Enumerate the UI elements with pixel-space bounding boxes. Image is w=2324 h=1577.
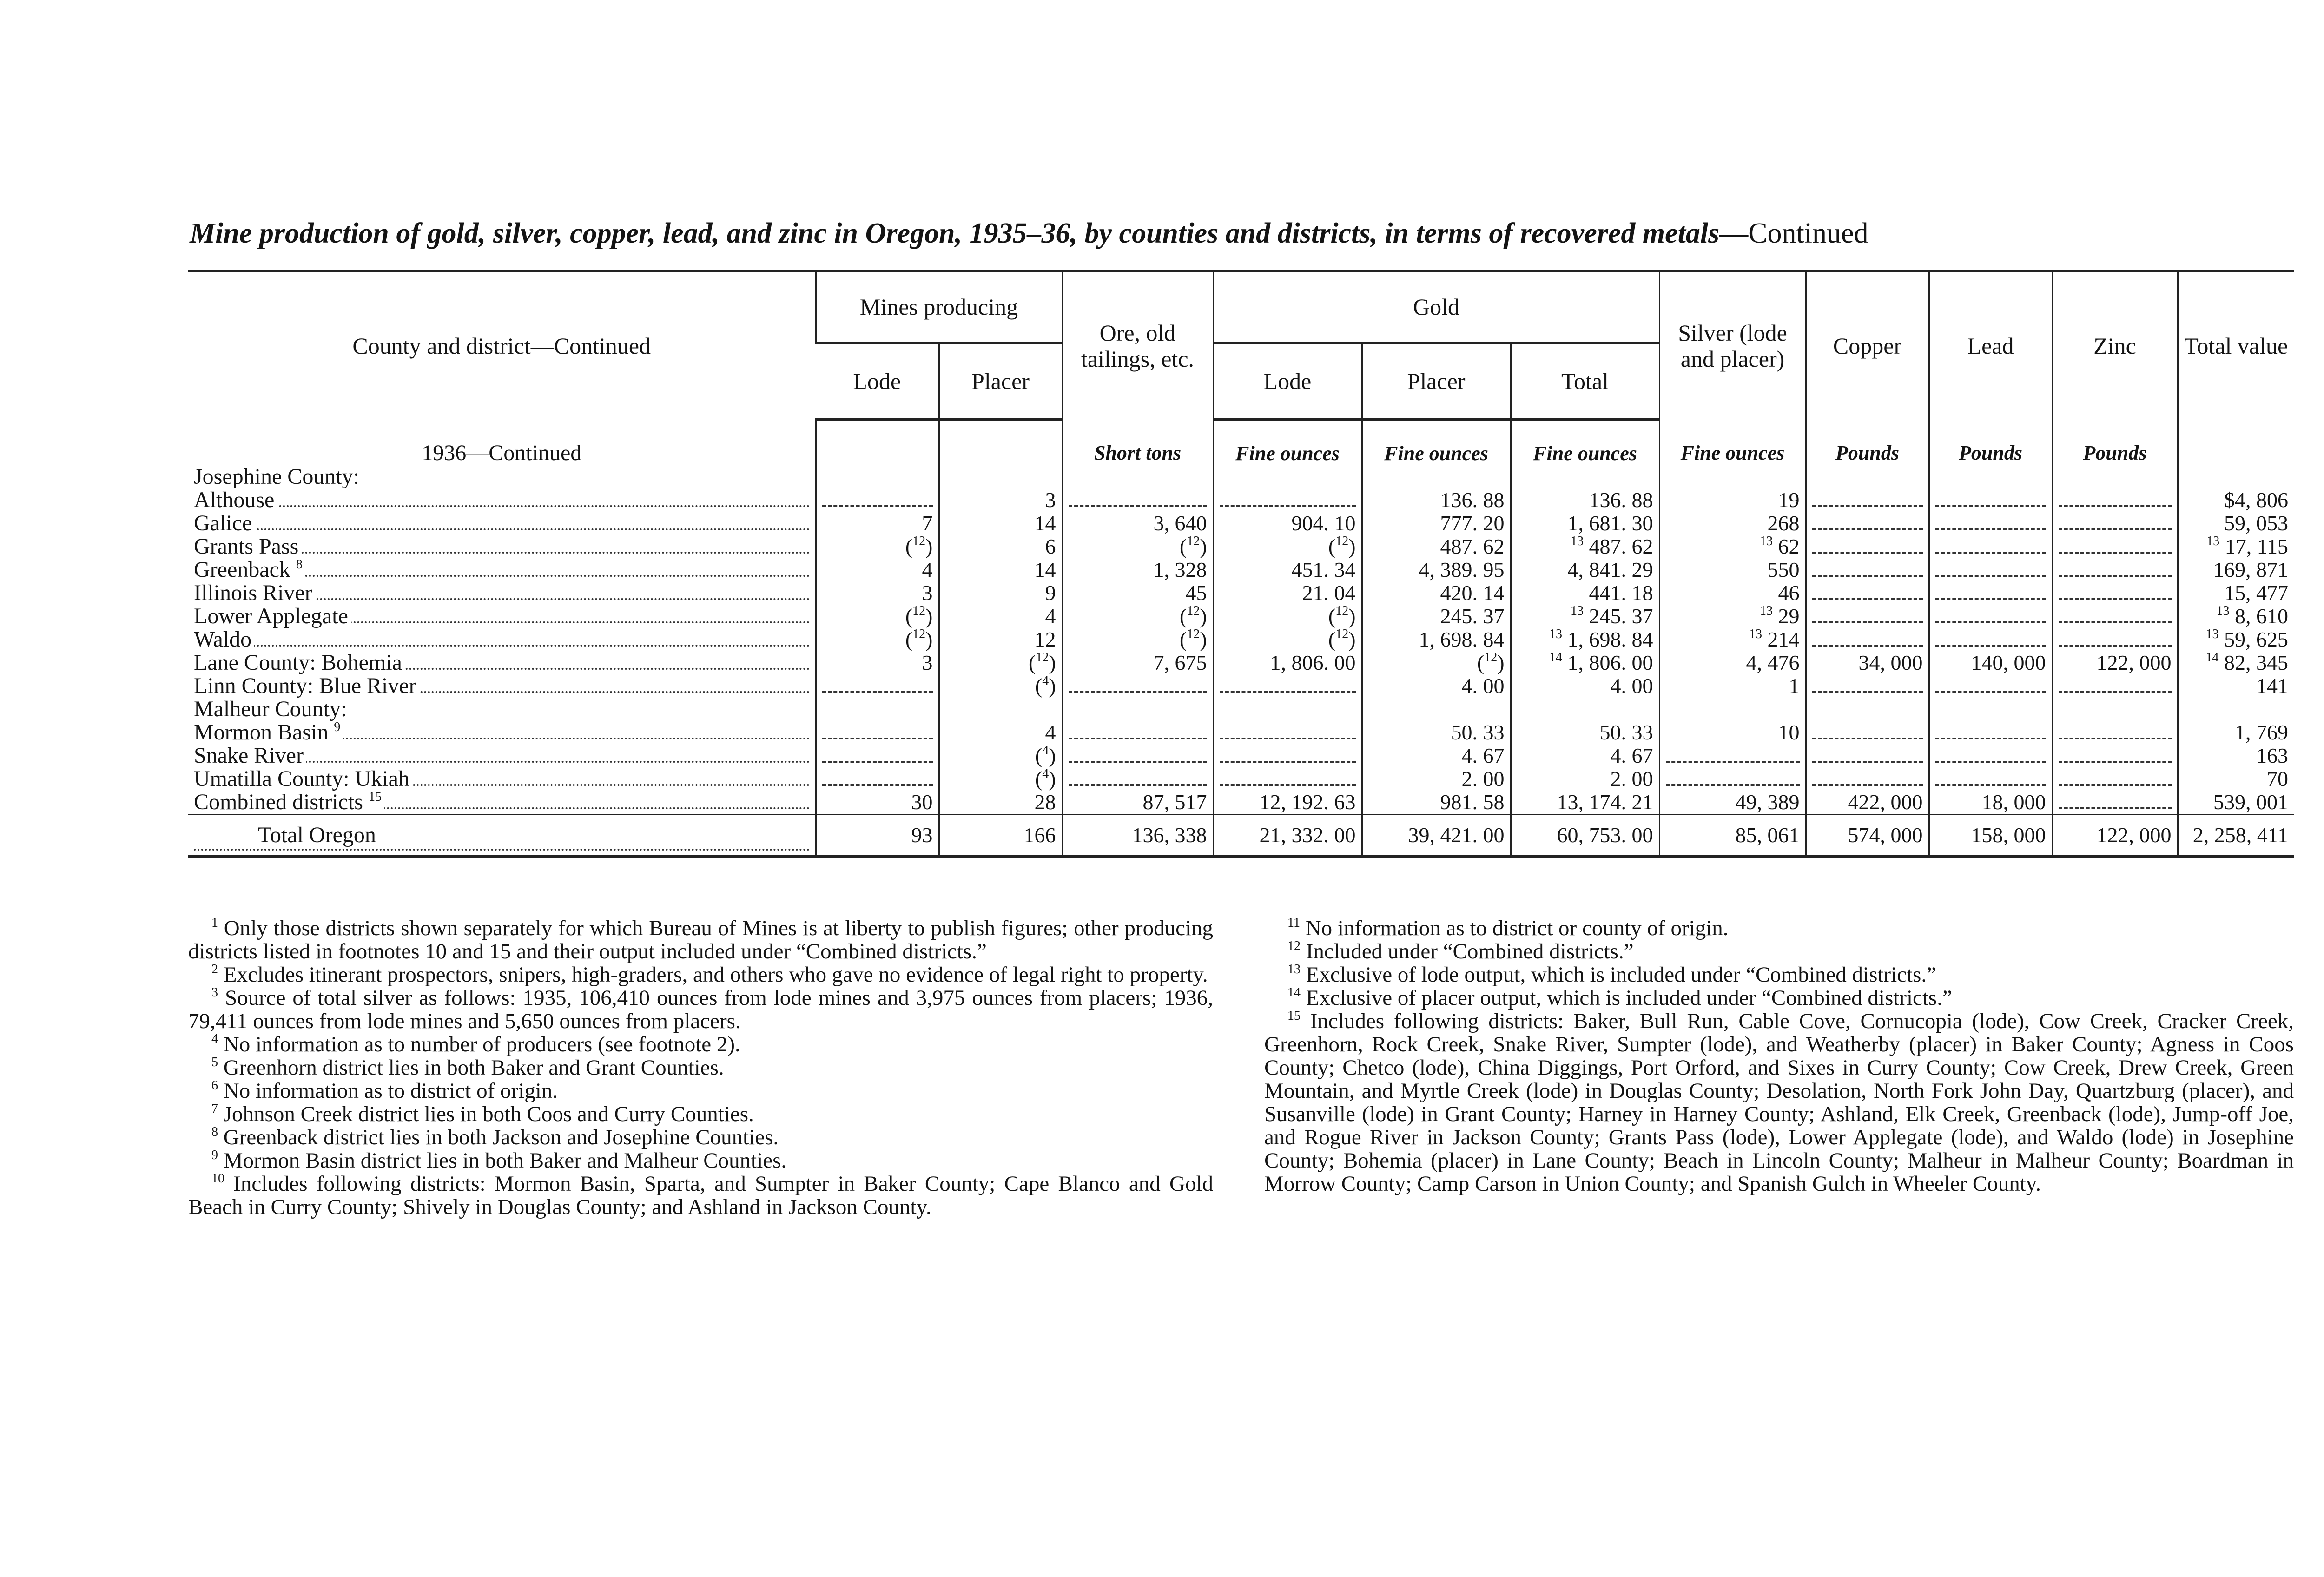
cell-gold-lode: ($^{12}$) bbox=[1213, 605, 1362, 628]
cell-placer: ($^4$) bbox=[939, 744, 1062, 767]
district-row bbox=[188, 744, 2294, 767]
cell-gold-total: 441. 18 bbox=[1511, 581, 1659, 605]
units-cell bbox=[939, 420, 1062, 466]
cell-gold-placer: 777. 20 bbox=[1362, 512, 1511, 535]
cell-lead bbox=[1929, 767, 2052, 791]
cell-lode: ($^{12}$) bbox=[816, 605, 939, 628]
row-name: Snake River bbox=[188, 744, 816, 767]
cell-gold-placer: 245. 37 bbox=[1362, 605, 1511, 628]
cell-zinc bbox=[2052, 512, 2178, 535]
header-gold-placer: Placer bbox=[1362, 343, 1511, 420]
cell-lode: ($^{12}$) bbox=[816, 628, 939, 651]
units-zinc: Pounds bbox=[2052, 420, 2178, 466]
cell-silver bbox=[1659, 744, 1806, 767]
cell-lead bbox=[1929, 628, 2052, 651]
district-row bbox=[188, 581, 2294, 605]
header-zinc: Zinc bbox=[2052, 271, 2178, 420]
cell-lead bbox=[1929, 581, 2052, 605]
cell-ore: 87, 517 bbox=[1062, 791, 1213, 815]
cell-value: $^{13}$ 59, 625 bbox=[2178, 628, 2294, 651]
cell-zinc bbox=[2052, 674, 2178, 698]
cell-gold-total: 4, 841. 29 bbox=[1511, 558, 1659, 581]
header-mines-lode: Lode bbox=[816, 343, 939, 420]
cell-gold-lode: ($^{12}$) bbox=[1213, 535, 1362, 558]
row-name: Linn County: Blue River bbox=[188, 674, 816, 698]
cell-gold-placer: 136. 88 bbox=[1362, 488, 1511, 512]
cell-value: 163 bbox=[2178, 744, 2294, 767]
cell-gold-total: 60, 753. 00 bbox=[1511, 815, 1659, 857]
cell-value: 169, 871 bbox=[2178, 558, 2294, 581]
cell-lode: 93 bbox=[816, 815, 939, 857]
units-ore: Short tons bbox=[1062, 420, 1213, 466]
cell-lead: 158, 000 bbox=[1929, 815, 2052, 857]
cell-lode bbox=[816, 488, 939, 512]
cell-lode: 7 bbox=[816, 512, 939, 535]
cell-copper bbox=[1806, 512, 1929, 535]
cell-lode: ($^{12}$) bbox=[816, 535, 939, 558]
footnote: $^4$ No information as to number of producers (see footnote 2). bbox=[211, 1032, 740, 1056]
cell-ore bbox=[1062, 767, 1213, 791]
cell-gold-total: $^{13}$ 245. 37 bbox=[1511, 605, 1659, 628]
cell-copper bbox=[1806, 558, 1929, 581]
header-gold-lode: Lode bbox=[1213, 343, 1362, 420]
cell-value: 59, 053 bbox=[2178, 512, 2294, 535]
cell-ore: ($^{12}$) bbox=[1062, 535, 1213, 558]
cell-ore bbox=[1062, 721, 1213, 744]
units-cell bbox=[2178, 420, 2294, 466]
cell-ore: ($^{12}$) bbox=[1062, 628, 1213, 651]
cell-lead bbox=[1929, 674, 2052, 698]
footnote: $^8$ Greenback district lies in both Jackson and Josephine Counties. bbox=[211, 1125, 779, 1149]
footnote: $^9$ Mormon Basin district lies in both Baker and Malheur Counties. bbox=[211, 1148, 787, 1173]
cell-lead: 140, 000 bbox=[1929, 651, 2052, 674]
cell-gold-placer: 50. 33 bbox=[1362, 721, 1511, 744]
cell-zinc bbox=[2052, 721, 2178, 744]
county-heading-row bbox=[188, 465, 2294, 488]
cell-gold-lode bbox=[1213, 767, 1362, 791]
cell-value: $4, 806 bbox=[2178, 488, 2294, 512]
county-row bbox=[188, 767, 2294, 791]
cell-copper bbox=[1806, 488, 1929, 512]
units-row bbox=[188, 420, 2294, 466]
units-gold-placer: Fine ounces bbox=[1362, 420, 1511, 466]
cell-copper bbox=[1806, 767, 1929, 791]
units-lead: Pounds bbox=[1929, 420, 2052, 466]
cell-gold-placer: 420. 14 bbox=[1362, 581, 1511, 605]
cell-value: $^{14}$ 82, 345 bbox=[2178, 651, 2294, 674]
cell-gold-lode bbox=[1213, 721, 1362, 744]
cell-placer: 6 bbox=[939, 535, 1062, 558]
cell-gold-total: 13, 174. 21 bbox=[1511, 791, 1659, 815]
cell-lead bbox=[1929, 512, 2052, 535]
cell-lode bbox=[816, 767, 939, 791]
cell-zinc bbox=[2052, 488, 2178, 512]
units-silver: Fine ounces bbox=[1659, 420, 1806, 466]
cell-lode bbox=[816, 721, 939, 744]
cell-copper bbox=[1806, 721, 1929, 744]
cell-lead bbox=[1929, 558, 2052, 581]
cell-placer: 4 bbox=[939, 721, 1062, 744]
header-gold: Gold bbox=[1213, 271, 1659, 343]
header-county: County and district—Continued bbox=[188, 271, 816, 420]
footnote: $^2$ Excludes itinerant prospectors, snipers, high-graders, and others who gave no evidence of legal right to property. bbox=[211, 962, 1208, 987]
cell-zinc bbox=[2052, 744, 2178, 767]
cell-placer: 14 bbox=[939, 512, 1062, 535]
cell-gold-lode: 451. 34 bbox=[1213, 558, 1362, 581]
footnote: $^1$ Only those districts shown separately for which Bureau of Mines is at liberty to publish figures; other producing districts listed in footnotes 10 and 15 and their output included under “Combined districts.” bbox=[188, 916, 1213, 963]
cell-copper: 574, 000 bbox=[1806, 815, 1929, 857]
cell-gold-placer: 2. 00 bbox=[1362, 767, 1511, 791]
josephine-rows bbox=[188, 488, 2294, 651]
district-row bbox=[188, 605, 2294, 628]
footnote: $^{13}$ Exclusive of lode output, which is included under “Combined districts.” bbox=[1287, 962, 1936, 987]
cell-lode: 3 bbox=[816, 651, 939, 674]
district-row bbox=[188, 558, 2294, 581]
cell-gold-total: 136. 88 bbox=[1511, 488, 1659, 512]
cell-gold-total: 2. 00 bbox=[1511, 767, 1659, 791]
cell-gold-placer: 487. 62 bbox=[1362, 535, 1511, 558]
header-lead: Lead bbox=[1929, 271, 2052, 420]
total-row bbox=[188, 815, 2294, 857]
production-table bbox=[188, 270, 2294, 858]
county-heading-row bbox=[188, 698, 2294, 721]
cell-placer: 3 bbox=[939, 488, 1062, 512]
cell-silver: $^{13}$ 29 bbox=[1659, 605, 1806, 628]
footnotes-left bbox=[188, 917, 1213, 1219]
units-gold-total: Fine ounces bbox=[1511, 420, 1659, 466]
cell-silver: 49, 389 bbox=[1659, 791, 1806, 815]
district-row bbox=[188, 535, 2294, 558]
cell-lead bbox=[1929, 721, 2052, 744]
cell-gold-lode: 904. 10 bbox=[1213, 512, 1362, 535]
units-cell bbox=[816, 420, 939, 466]
cell-silver: 4, 476 bbox=[1659, 651, 1806, 674]
header-total-value: Total value bbox=[2178, 271, 2294, 420]
row-name: Total Oregon bbox=[188, 815, 816, 857]
cell-silver: 85, 061 bbox=[1659, 815, 1806, 857]
cell-placer: 28 bbox=[939, 791, 1062, 815]
footnotes-right bbox=[1264, 917, 2294, 1195]
header-copper: Copper bbox=[1806, 271, 1929, 420]
cell-silver: 1 bbox=[1659, 674, 1806, 698]
cell-value: 2, 258, 411 bbox=[2178, 815, 2294, 857]
footnote: $^{10}$ Includes following districts: Mormon Basin, Sparta, and Sumpter in Baker County; Cape Blanco and Gold Beach in Curry County; Shively in Douglas County; and Ashland in Jackson County. bbox=[188, 1171, 1213, 1219]
cell-value: 70 bbox=[2178, 767, 2294, 791]
cell-value: $^{13}$ 8, 610 bbox=[2178, 605, 2294, 628]
cell-ore bbox=[1062, 488, 1213, 512]
row-name: Illinois River bbox=[188, 581, 816, 605]
cell-gold-lode: 21. 04 bbox=[1213, 581, 1362, 605]
cell-gold-total: 4. 67 bbox=[1511, 744, 1659, 767]
county-heading: Malheur County: bbox=[194, 698, 347, 721]
cell-ore bbox=[1062, 744, 1213, 767]
footnote: $^3$ Source of total silver as follows: 1935, 106,410 ounces from lode mines and 3,975 ounces from placers; 1936, 79,411 ounces from lode mines and 5,650 ounces from placers. bbox=[188, 985, 1213, 1033]
cell-zinc bbox=[2052, 581, 2178, 605]
cell-ore: 7, 675 bbox=[1062, 651, 1213, 674]
header-ore: Ore, old tailings, etc. bbox=[1062, 271, 1213, 420]
cell-lead bbox=[1929, 605, 2052, 628]
cell-copper: 422, 000 bbox=[1806, 791, 1929, 815]
row-name: Althouse bbox=[188, 488, 816, 512]
cell-zinc bbox=[2052, 791, 2178, 815]
cell-zinc bbox=[2052, 558, 2178, 581]
cell-lead bbox=[1929, 535, 2052, 558]
row-name: Greenback $^8$ bbox=[188, 558, 816, 581]
county-heading: Josephine County: bbox=[194, 465, 359, 488]
cell-lead: 18, 000 bbox=[1929, 791, 2052, 815]
row-name: Combined districts $^{15}$ bbox=[188, 791, 816, 815]
cell-zinc: 122, 000 bbox=[2052, 651, 2178, 674]
cell-placer: 4 bbox=[939, 605, 1062, 628]
district-row bbox=[188, 628, 2294, 651]
cell-gold-placer: 1, 698. 84 bbox=[1362, 628, 1511, 651]
cell-placer: 9 bbox=[939, 581, 1062, 605]
cell-zinc bbox=[2052, 767, 2178, 791]
cell-gold-lode bbox=[1213, 674, 1362, 698]
cell-lode: 3 bbox=[816, 581, 939, 605]
cell-value: 539, 001 bbox=[2178, 791, 2294, 815]
row-name: Galice bbox=[188, 512, 816, 535]
cell-placer: ($^4$) bbox=[939, 674, 1062, 698]
footnote: $^{15}$ Includes following districts: Baker, Bull Run, Cable Cove, Cornucopia (lode), Cow Creek, Cracker Creek, Greenhorn, Rock Creek, Snake River, Sumpter (lode), and Weatherby (placer) in Baker County; Agness in Coos County; Chetco (lode), China Diggings, Port Orford, and Sixes in Curry County; Cow Creek, Drew Creek, Green Mountain, and Myrtle Creek (lode) in Douglas County; Desolation, North Fork John Day, Quartzburg (placer), and Susanville (lode) in Grant County; Harney in Harney County; Ashland, Elk Creek, Greenback (lode), Jump-off Joe, and Rogue River in Jackson County; Grants Pass (lode), Lower Applegate (lode), and Waldo (lode) in Josephine County; Bohemia (placer) in Lane County; Beach in Lincoln County; Malheur in Malheur County; Boardman in Morrow County; Camp Carson in Union County; and Spanish Gulch in Wheeler County. bbox=[1264, 1009, 2294, 1196]
cell-ore: 1, 328 bbox=[1062, 558, 1213, 581]
row-name: Mormon Basin $^9$ bbox=[188, 721, 816, 744]
cell-value: 1, 769 bbox=[2178, 721, 2294, 744]
cell-gold-placer: 4. 67 bbox=[1362, 744, 1511, 767]
cell-silver bbox=[1659, 767, 1806, 791]
cell-ore: 136, 338 bbox=[1062, 815, 1213, 857]
cell-gold-total: 1, 681. 30 bbox=[1511, 512, 1659, 535]
cell-value: 141 bbox=[2178, 674, 2294, 698]
cell-gold-total: $^{14}$ 1, 806. 00 bbox=[1511, 651, 1659, 674]
cell-zinc bbox=[2052, 628, 2178, 651]
cell-value: $^{13}$ 17, 115 bbox=[2178, 535, 2294, 558]
cell-lode: 4 bbox=[816, 558, 939, 581]
cell-copper: 34, 000 bbox=[1806, 651, 1929, 674]
county-row bbox=[188, 674, 2294, 698]
cell-gold-total: $^{13}$ 1, 698. 84 bbox=[1511, 628, 1659, 651]
cell-silver: $^{13}$ 62 bbox=[1659, 535, 1806, 558]
cell-copper bbox=[1806, 535, 1929, 558]
cell-gold-total: $^{13}$ 487. 62 bbox=[1511, 535, 1659, 558]
cell-gold-placer: 4, 389. 95 bbox=[1362, 558, 1511, 581]
cell-silver: $^{13}$ 214 bbox=[1659, 628, 1806, 651]
footnote: $^6$ No information as to district of origin. bbox=[211, 1078, 558, 1103]
cell-placer: 12 bbox=[939, 628, 1062, 651]
cell-gold-lode: 12, 192. 63 bbox=[1213, 791, 1362, 815]
header-mines-placer: Placer bbox=[939, 343, 1062, 420]
cell-copper bbox=[1806, 628, 1929, 651]
cell-ore: 3, 640 bbox=[1062, 512, 1213, 535]
header-mines-producing: Mines producing bbox=[816, 271, 1062, 343]
footnote: $^{12}$ Included under “Combined districts.” bbox=[1287, 939, 1634, 963]
cell-gold-placer: 39, 421. 00 bbox=[1362, 815, 1511, 857]
county-row bbox=[188, 651, 2294, 674]
footnote: $^{14}$ Exclusive of placer output, which is included under “Combined districts.” bbox=[1287, 985, 1952, 1010]
header-gold-total: Total bbox=[1511, 343, 1659, 420]
cell-silver: 550 bbox=[1659, 558, 1806, 581]
cell-gold-total: 50. 33 bbox=[1511, 721, 1659, 744]
cell-gold-total: 4. 00 bbox=[1511, 674, 1659, 698]
district-row bbox=[188, 488, 2294, 512]
cell-placer: ($^{12}$) bbox=[939, 651, 1062, 674]
cell-gold-lode: 1, 806. 00 bbox=[1213, 651, 1362, 674]
cell-value: 15, 477 bbox=[2178, 581, 2294, 605]
row-name: Waldo bbox=[188, 628, 816, 651]
cell-lode bbox=[816, 674, 939, 698]
cell-gold-lode: 21, 332. 00 bbox=[1213, 815, 1362, 857]
footnote: $^5$ Greenhorn district lies in both Baker and Grant Counties. bbox=[211, 1055, 724, 1080]
cell-gold-placer: ($^{12}$) bbox=[1362, 651, 1511, 674]
cell-placer: 166 bbox=[939, 815, 1062, 857]
row-name: Grants Pass bbox=[188, 535, 816, 558]
cell-ore: ($^{12}$) bbox=[1062, 605, 1213, 628]
cell-gold-placer: 4. 00 bbox=[1362, 674, 1511, 698]
cell-lead bbox=[1929, 488, 2052, 512]
footnote: $^7$ Johnson Creek district lies in both Coos and Curry Counties. bbox=[211, 1102, 754, 1126]
table-title-suffix: —Continued bbox=[1719, 218, 1868, 249]
cell-copper bbox=[1806, 674, 1929, 698]
cell-copper bbox=[1806, 581, 1929, 605]
year-caption: 1936—Continued bbox=[422, 440, 582, 465]
cell-gold-lode bbox=[1213, 744, 1362, 767]
cell-silver: 46 bbox=[1659, 581, 1806, 605]
district-row bbox=[188, 512, 2294, 535]
footnote: $^{11}$ No information as to district or county of origin. bbox=[1287, 916, 1729, 940]
combined-row bbox=[188, 791, 2294, 815]
cell-ore: 45 bbox=[1062, 581, 1213, 605]
cell-placer: ($^4$) bbox=[939, 767, 1062, 791]
units-copper: Pounds bbox=[1806, 420, 1929, 466]
header-silver: Silver (lode and placer) bbox=[1659, 271, 1806, 420]
cell-silver: 10 bbox=[1659, 721, 1806, 744]
district-row bbox=[188, 721, 2294, 744]
cell-copper bbox=[1806, 744, 1929, 767]
cell-ore bbox=[1062, 674, 1213, 698]
cell-silver: 19 bbox=[1659, 488, 1806, 512]
cell-silver: 268 bbox=[1659, 512, 1806, 535]
cell-lead bbox=[1929, 744, 2052, 767]
cell-gold-placer: 981. 58 bbox=[1362, 791, 1511, 815]
cell-lode: 30 bbox=[816, 791, 939, 815]
cell-zinc bbox=[2052, 605, 2178, 628]
cell-zinc: 122, 000 bbox=[2052, 815, 2178, 857]
table-title-text: Mine production of gold, silver, copper, lead, and zinc in Oregon, 1935–36, by counties and districts, in terms of recovered metals bbox=[190, 218, 1720, 249]
cell-gold-lode: ($^{12}$) bbox=[1213, 628, 1362, 651]
cell-zinc bbox=[2052, 535, 2178, 558]
units-gold-lode: Fine ounces bbox=[1213, 420, 1362, 466]
other-rows bbox=[188, 651, 2294, 857]
table-title bbox=[190, 215, 2295, 252]
cell-gold-lode bbox=[1213, 488, 1362, 512]
row-name: Lane County: Bohemia bbox=[188, 651, 816, 674]
row-name: Umatilla County: Ukiah bbox=[188, 767, 816, 791]
row-name: Lower Applegate bbox=[188, 605, 816, 628]
cell-lode bbox=[816, 744, 939, 767]
cell-placer: 14 bbox=[939, 558, 1062, 581]
cell-copper bbox=[1806, 605, 1929, 628]
